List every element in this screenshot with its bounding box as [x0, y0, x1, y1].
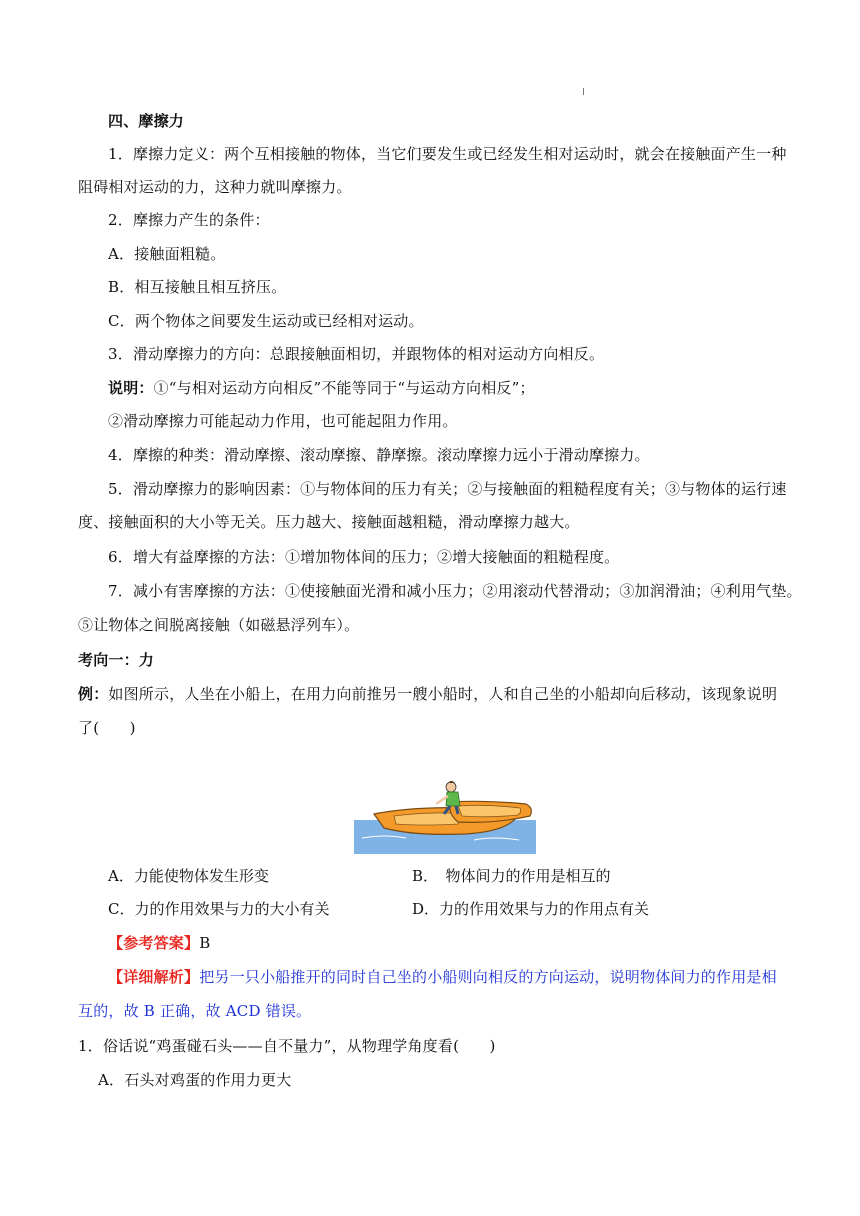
- example-label: 例：: [78, 685, 109, 703]
- person-head: [446, 782, 456, 792]
- boat-illustration: [354, 778, 536, 854]
- note-label: 说明：: [108, 379, 154, 397]
- left-boat-interior: [394, 813, 461, 825]
- paragraph-1-line-1: 1．摩擦力定义：两个互相接触的物体，当它们要发生或已经发生相对运动时，就会在接触面产生一种: [108, 145, 787, 163]
- person-hair: [448, 781, 455, 783]
- analysis-line-2: 互的，故 B 正确，故 ACD 错误。: [78, 1002, 312, 1020]
- condition-a: A．接触面粗糙。: [108, 245, 226, 263]
- option-c: C．力的作用效果与力的大小有关: [108, 900, 330, 918]
- answer-label: 【参考答案】: [108, 934, 200, 952]
- section-title: 四、摩擦力: [108, 112, 185, 130]
- paragraph-4: 4．摩擦的种类：滑动摩擦、滚动摩擦、静摩擦。滚动摩擦力远小于滑动摩擦力。: [108, 446, 650, 464]
- kaoxiang-heading: 考向一：力: [78, 651, 155, 669]
- note-line-2: ②滑动摩擦力可能起动力作用，也可能起阻力作用。: [108, 412, 458, 430]
- paragraph-7-line-1: 7．减小有害摩擦的方法：①使接触面光滑和减小压力；②用滚动代替滑动；③加润滑油；④利用气垫。: [108, 582, 802, 600]
- condition-b: B．相互接触且相互挤压。: [108, 278, 287, 296]
- paragraph-7-line-2: ⑤让物体之间脱离接触（如磁悬浮列车）。: [78, 616, 360, 634]
- person-shirt: [446, 792, 460, 806]
- question-1-option-a: A．石头对鸡蛋的作用力更大: [98, 1071, 292, 1089]
- option-b: B． 物体间力的作用是相互的: [412, 867, 611, 885]
- note-line-1: [108, 372, 816, 405]
- note-text-1: ①“与相对运动方向相反”不能等同于“与运动方向相反”；: [153, 379, 535, 397]
- paragraph-1-line-2: 阻碍相对运动的力，这种力就叫摩擦力。: [78, 178, 352, 196]
- paragraph-5-line-2: 度、接触面积的大小等无关。压力越大、接触面越粗糙，滑动摩擦力越大。: [78, 513, 580, 531]
- page-mark: [583, 88, 584, 95]
- analysis-label: 【详细解析】: [108, 968, 200, 986]
- example-text: 如图所示，人坐在小船上，在用力向前推另一艘小船时，人和自己坐的小船却向后移动，该现象说明: [108, 685, 778, 703]
- example-line-2: 了( ): [78, 719, 136, 737]
- example-line-1: [78, 678, 786, 711]
- reference-answer: [108, 927, 816, 960]
- analysis-line-1: [108, 961, 816, 994]
- paragraph-6: 6．增大有益摩擦的方法：①增加物体间的压力；②增大接触面的粗糙程度。: [108, 548, 620, 566]
- paragraph-3: 3．滑动摩擦力的方向：总跟接触面相切，并跟物体的相对运动方向相反。: [108, 345, 605, 363]
- paragraph-2: 2．摩擦力产生的条件：: [108, 211, 270, 229]
- condition-c: C．两个物体之间要发生运动或已经相对运动。: [108, 312, 424, 330]
- option-d: D．力的作用效果与力的作用点有关: [412, 900, 650, 918]
- answer-value: B: [199, 934, 211, 952]
- paragraph-5-line-1: 5．滑动摩擦力的影响因素：①与物体间的压力有关；②与接触面的粗糙程度有关；③与物体的运行速: [108, 480, 787, 498]
- right-boat-interior: [458, 805, 521, 816]
- analysis-text-1: 把另一只小船推开的同时自己坐的小船则向相反的方向运动，说明物体间力的作用是相: [199, 968, 777, 986]
- question-1: 1．俗话说“鸡蛋碰石头——自不量力”，从物理学角度看( ): [78, 1037, 496, 1055]
- option-a: A．力能使物体发生形变: [108, 867, 269, 885]
